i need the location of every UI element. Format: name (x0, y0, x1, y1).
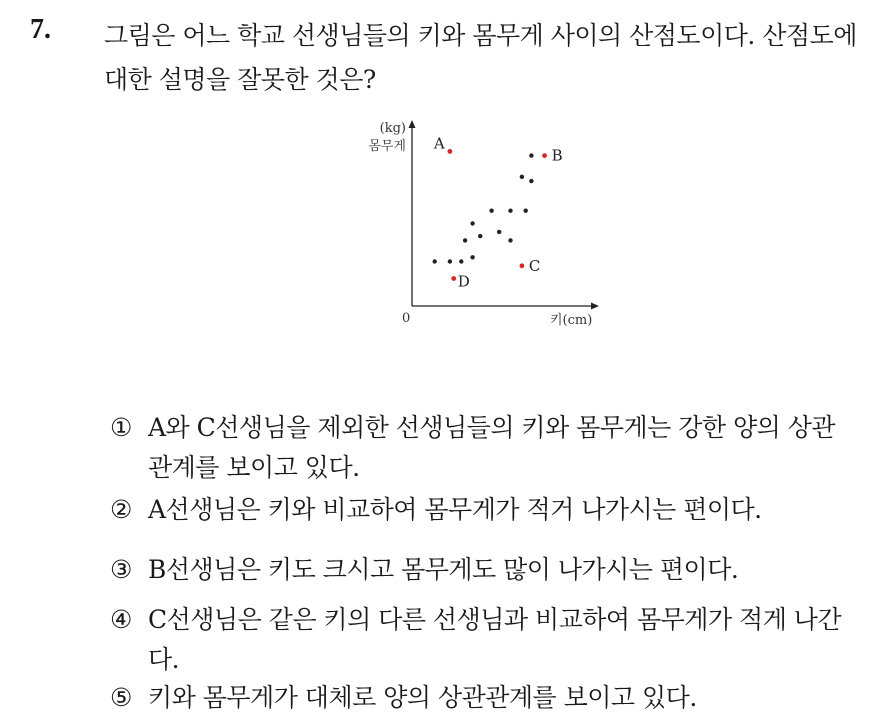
scatter-plot (362, 112, 606, 334)
points-layer (433, 134, 563, 290)
point-label-d: D (457, 272, 470, 291)
data-point-7 (497, 230, 501, 234)
option-4-text: C선생님은 같은 키의 다른 선생님과 비교하여 몸무게가 적게 나간다. (148, 605, 842, 674)
data-point-13 (520, 175, 524, 179)
data-point-9 (470, 221, 474, 225)
option-5-mark: ⑤ (110, 683, 132, 712)
data-point-2 (448, 259, 452, 263)
option-1-mark: ① (110, 413, 132, 442)
data-point-10 (489, 209, 493, 213)
option-5[interactable] (110, 678, 850, 718)
data-point-12 (524, 209, 528, 213)
data-point-5 (463, 238, 467, 242)
point-a (448, 149, 453, 154)
data-point-14 (529, 179, 533, 183)
point-d (451, 276, 456, 281)
option-3[interactable] (110, 550, 850, 590)
option-4-mark: ④ (110, 605, 132, 634)
data-point-6 (478, 234, 482, 238)
option-3-mark: ③ (110, 555, 132, 584)
point-c (520, 263, 525, 268)
option-3-text: B선생님은 키도 크시고 몸무게도 많이 나가시는 편이다. (148, 555, 739, 584)
data-point-8 (508, 238, 512, 242)
data-point-15 (529, 153, 533, 157)
data-point-4 (470, 255, 474, 259)
option-1-text: A와 C선생님을 제외한 선생님들의 키와 몸무게는 강한 양의 상관관계를 보이고 있다. (148, 413, 836, 482)
origin-label: 0 (402, 311, 411, 326)
option-5-text: 키와 몸무게가 대체로 양의 상관관계를 보이고 있다. (148, 683, 697, 712)
option-1[interactable] (110, 408, 850, 488)
scatter-plot-svg (362, 112, 606, 334)
point-label-a: A (433, 134, 445, 153)
data-point-1 (433, 259, 437, 263)
data-point-3 (459, 259, 463, 263)
option-4[interactable] (110, 600, 850, 680)
point-label-c: C (528, 256, 541, 275)
y-axis-label: 몸무게 (368, 139, 406, 154)
point-label-b: B (551, 146, 563, 165)
x-axis-arrow (591, 303, 599, 310)
option-2-text: A선생님은 키와 비교하여 몸무게가 적거 나가시는 편이다. (148, 495, 762, 524)
y-axis-arrow (409, 120, 416, 128)
y-axis-unit: (kg) (379, 121, 406, 136)
x-axis-label: 키(cm) (550, 313, 593, 328)
point-b (542, 153, 547, 158)
data-point-11 (508, 209, 512, 213)
question-number: 7. (30, 14, 51, 45)
option-2-mark: ② (110, 495, 132, 524)
option-2[interactable] (110, 490, 850, 530)
question-stem: 그림은 어느 학교 선생님들의 키와 몸무게 사이의 산점도이다. 산점도에 대한 설명을 잘못한 것은? (104, 21, 857, 94)
